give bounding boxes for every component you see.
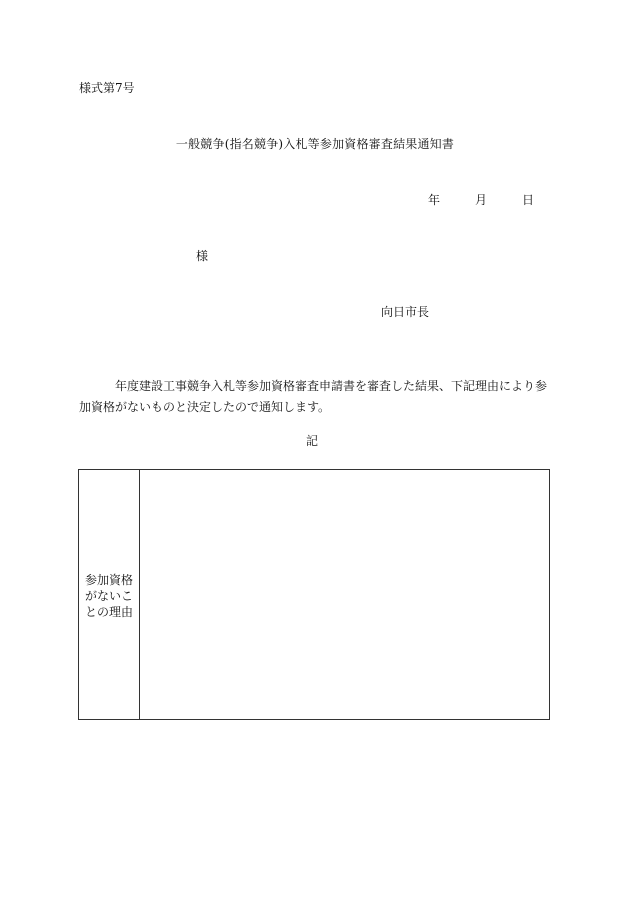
date-year-label: 年 [428, 193, 441, 207]
ki-heading: 記 [306, 434, 319, 448]
reason-content-cell [140, 470, 549, 719]
reason-label: 参加資格がないことの理由 [84, 573, 133, 619]
issuer-name: 向日市長 [381, 305, 430, 319]
reason-label-cell [79, 470, 140, 719]
reason-table [78, 469, 550, 720]
form-number: 様式第7号 [79, 81, 135, 95]
date-line [428, 193, 534, 207]
recipient-honorific: 様 [196, 249, 209, 263]
date-day-label: 日 [522, 193, 535, 207]
date-month-label: 月 [475, 193, 488, 207]
document-title: 一般競争(指名競争)入札等参加資格審査結果通知書 [175, 137, 455, 151]
body-text: 年度建設工事競争入札等参加資格審査申請書を審査した結果、下記理由により参加資格がないものと決定したので通知します。 [79, 379, 548, 414]
